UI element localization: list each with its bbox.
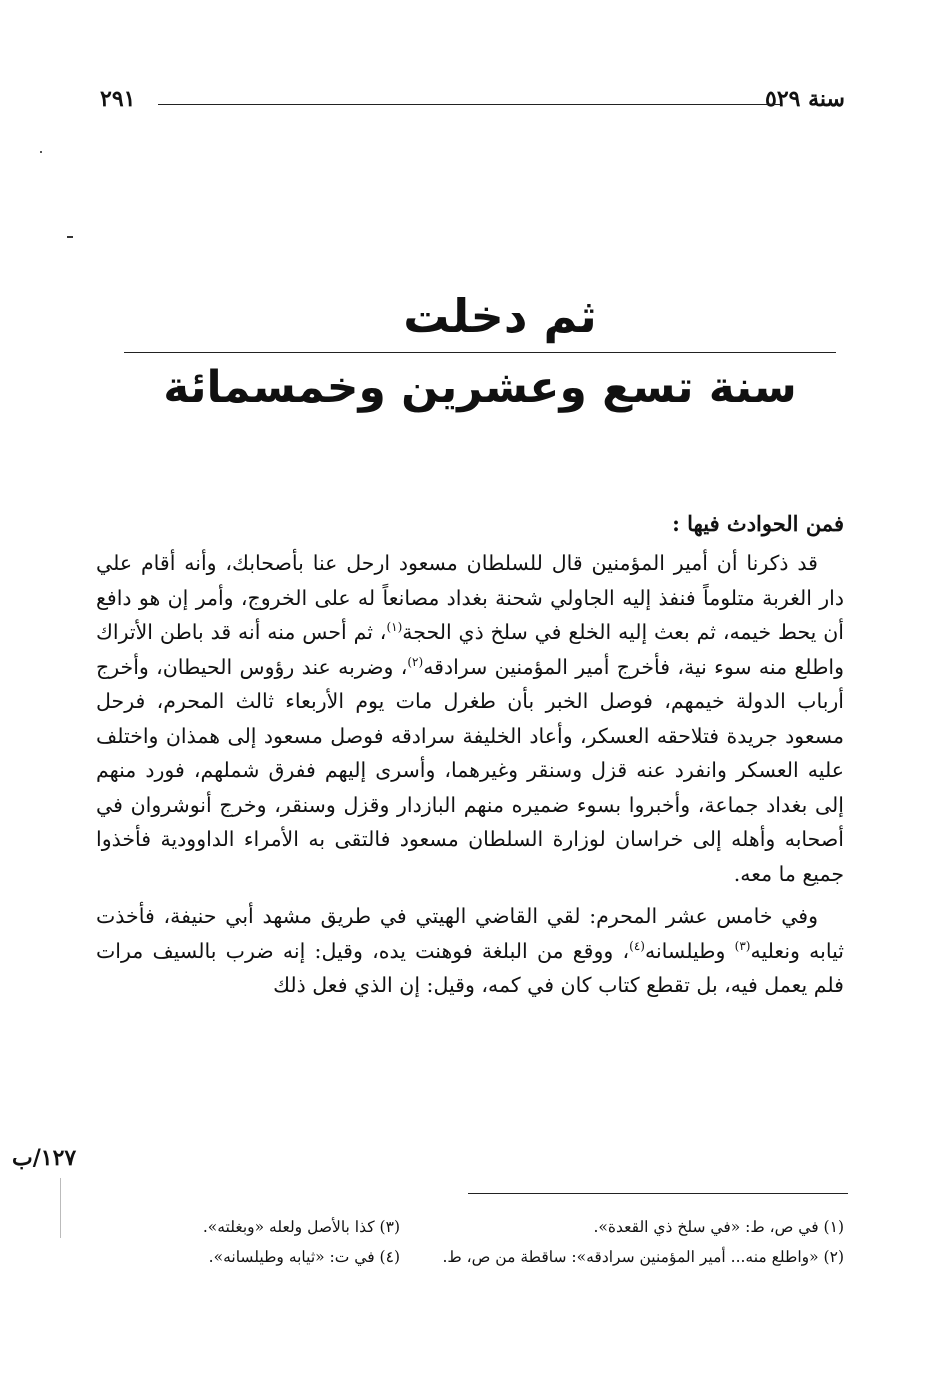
chapter-heading-line-2: سنة تسع وعشرين وخمسمائة xyxy=(163,362,797,413)
running-header xyxy=(100,86,845,116)
footnote-3: (٣) كذا بالأصل ولعله «وبغلته». xyxy=(202,1218,400,1236)
chapter-heading xyxy=(120,286,840,419)
chapter-heading-line-1: ثم دخلت xyxy=(403,289,597,343)
paragraph-text: وفي خامس عشر المحرم: لقي القاضي الهيتي في طريق مشهد أبي حنيفة، فأخذت ثيابه ونعليه xyxy=(96,904,844,963)
footnote-ref: (١) xyxy=(386,620,403,635)
paragraph xyxy=(96,899,844,1003)
header-rule xyxy=(158,104,781,105)
footnotes xyxy=(100,1212,844,1272)
print-speck xyxy=(67,236,73,238)
paragraph-text: وطيلسانه xyxy=(644,938,735,963)
footnote-row xyxy=(100,1212,844,1242)
chapter-heading-rule xyxy=(124,352,836,353)
footnote-rule xyxy=(468,1193,848,1194)
print-speck xyxy=(40,151,42,153)
section-subtitle: فمن الحوادث فيها : xyxy=(672,511,844,536)
footnote-ref: (٣) xyxy=(734,938,751,953)
folio-marker: ١٢٧/ب xyxy=(12,1145,77,1171)
paragraph xyxy=(96,546,844,891)
paragraph-text: ، ووقع من البلغة فوهنت يده، وقيل: إنه ضرب بالسيف مرات فلم يعمل فيه، بل تقطع كتاب كان في كمه، وقيل: إن الذي فعل ذلك xyxy=(96,938,844,997)
paragraph-text: ، وضربه عند رؤوس الحيطان، وأخرج أرباب الدولة خيمهم، فوصل الخبر بأن طغرل مات يوم الأربعاء ثالث المحرم، فرحل مسعود جريدة فتلاحقه العسكر، وأعاد الخليفة سرادقه فوصل مسعود إلى همذان واختلف عليه العسكر وانفرد عنه قزل وسنقر وغيرهما، وأسرى إليهم ففرق شملهم، فورد منهم إلى بغداد جماعة، وأخبروا بسوء ضميره منهم البازدار وقزل وسنقر، وخرج أنوشروان في أصحابه وأهله إلى خراسان لوزارة السلطان مسعود فالتقى به الأمراء الداوودية فأخذوا جميع ما معه. xyxy=(96,654,844,886)
paragraph-text: ، ثم أحس منه أنه قد باطن الأتراك واطلع منه سوء نية، فأخرج أمير المؤمنين سرادقه xyxy=(96,620,844,679)
paragraph-text: قد ذكرنا أن أمير المؤمنين قال للسلطان مسعود ارحل عنا بأصحابك، وأنه أقام علي دار الغربة متلوماً فنفذ إليه الجاولي شحنة بغداد مصانعاً له على الخروج، وأمر إن هو دافع أن يحط خيمه، ثم بعث إليه الخلع في سلخ ذي الحجة xyxy=(96,551,844,644)
body-text xyxy=(96,506,844,1003)
page-number: ٢٩١ xyxy=(100,86,136,112)
footnote-ref: (٤) xyxy=(629,938,645,953)
running-title: سنة ٥٢٩ xyxy=(765,86,845,112)
footnote-2: (٢) «واطلع منه... أمير المؤمنين سرادقه»: ساقطة من ص، ط. xyxy=(442,1248,844,1266)
margin-line xyxy=(60,1178,61,1238)
footnote-1: (١) في ص، ط: «في سلخ ذي القعدة». xyxy=(593,1218,844,1236)
footnote-ref: (٢) xyxy=(407,654,424,669)
footnote-4: (٤) في ت: «ثيابه وطيلسانه». xyxy=(208,1248,400,1266)
footnote-row xyxy=(100,1242,844,1272)
